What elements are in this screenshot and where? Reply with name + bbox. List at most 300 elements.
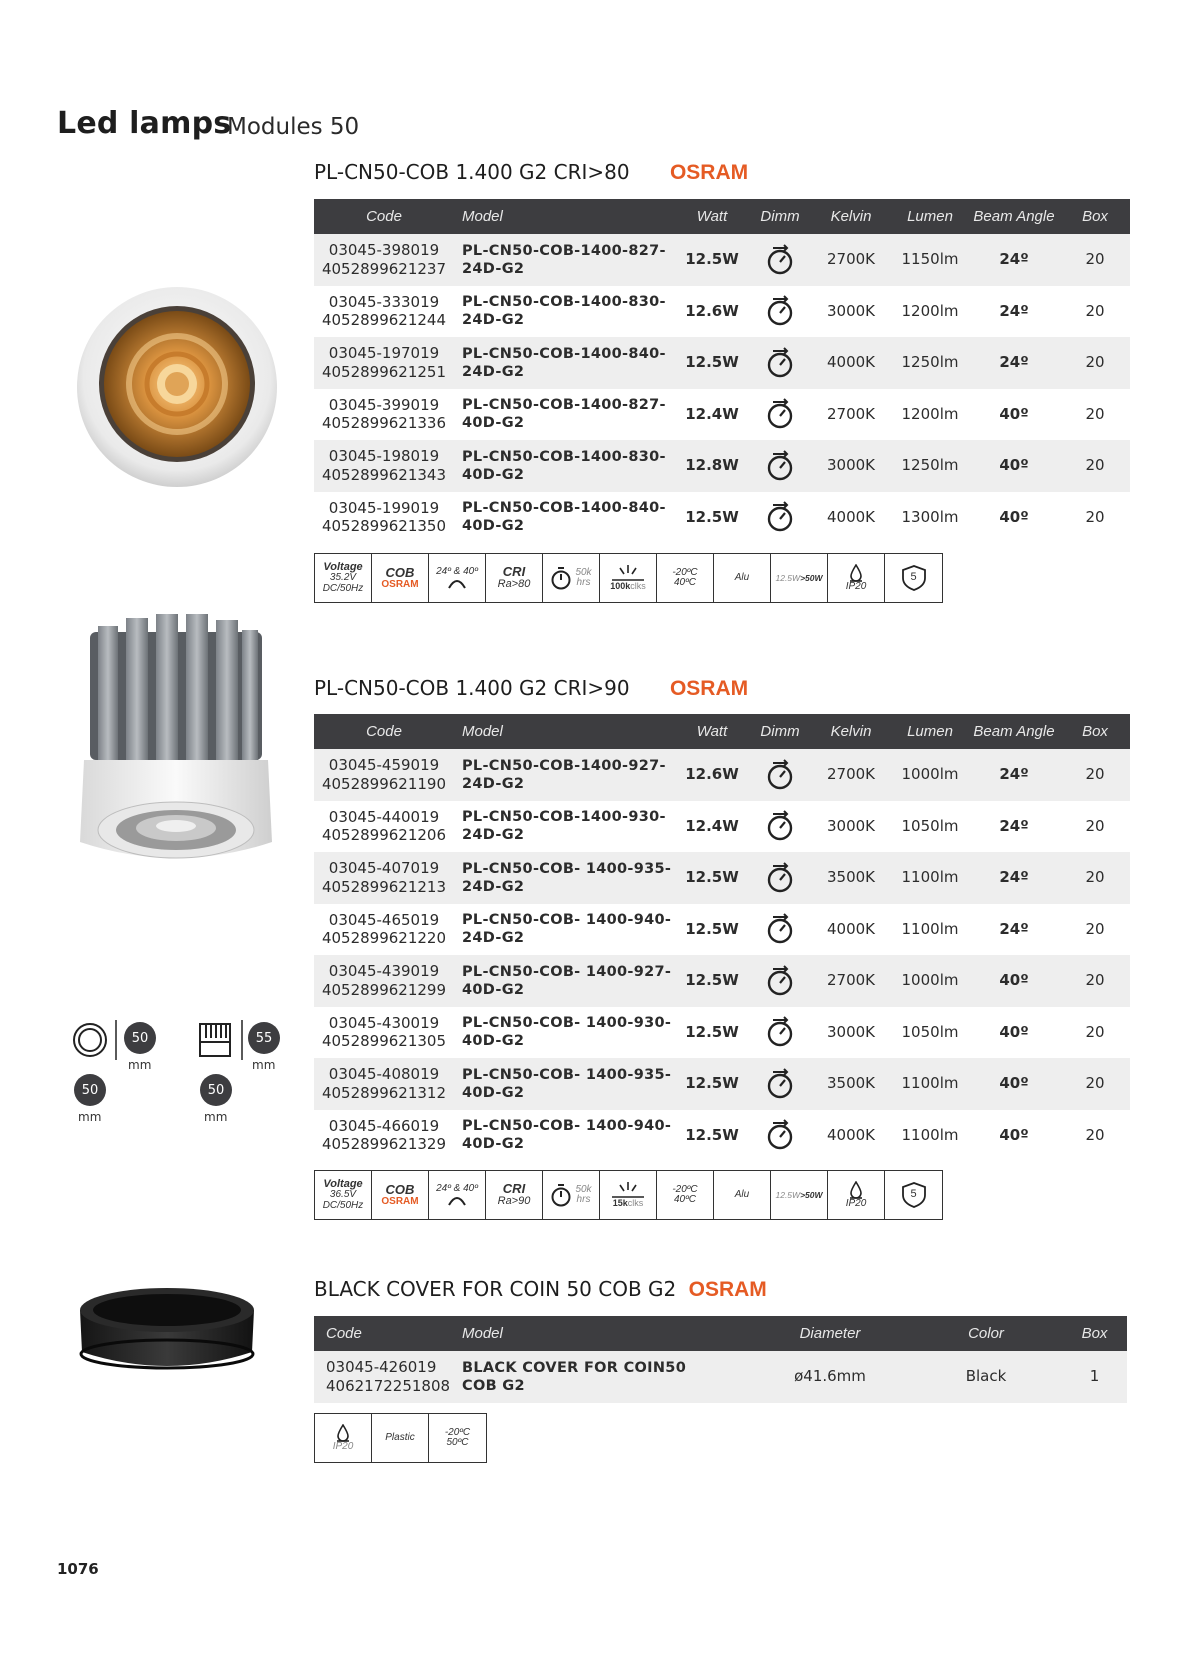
model-line1: PL-CN50-COB-1400-830-	[462, 294, 666, 311]
row-beam-angle: 24º	[968, 234, 1060, 286]
voltage-cell	[315, 1171, 372, 1219]
header-color: Color	[910, 1316, 1062, 1351]
section2-table	[314, 714, 1130, 1161]
row-beam-angle: 40º	[968, 955, 1060, 1007]
model-line1: PL-CN50-COB-1400-840-	[462, 345, 666, 362]
switching-cycles-icon	[610, 1181, 646, 1199]
drop-icon	[849, 1181, 863, 1199]
row-kelvin: 4000K	[810, 492, 892, 544]
row-model	[454, 955, 674, 1007]
cob-brand-text: OSRAM	[381, 578, 419, 590]
row-beam-angle: 40º	[968, 492, 1060, 544]
header-code: Code	[314, 199, 454, 234]
table-row	[314, 337, 1130, 389]
row-code	[314, 904, 454, 956]
material-cell	[714, 554, 771, 602]
row-kelvin: 3000K	[810, 286, 892, 338]
model-line2: 24D-G2	[462, 930, 525, 947]
table-row	[314, 1110, 1130, 1162]
header-model: Model	[454, 1316, 750, 1351]
row-kelvin: 3000K	[810, 440, 892, 492]
section3-table	[314, 1316, 1127, 1403]
ean-value: 4052899621312	[321, 1083, 447, 1102]
row-beam-angle: 40º	[968, 440, 1060, 492]
equiv-watt: 12.5W	[775, 1189, 801, 1200]
dimmable-icon	[765, 501, 795, 533]
temp-high-text: 40ºC	[674, 1194, 696, 1205]
row-box: 20	[1060, 492, 1130, 544]
header-beam-angle: Beam Angle	[968, 199, 1060, 234]
table-row	[314, 1351, 1127, 1403]
table-row	[314, 234, 1130, 286]
row-watt: 12.5W	[674, 492, 750, 544]
row-kelvin: 3000K	[810, 1007, 892, 1059]
temperature-cell	[429, 1414, 486, 1462]
ean-value: 4052899621336	[321, 414, 447, 433]
section1-title	[314, 160, 748, 185]
section2-title	[314, 676, 748, 701]
row-model	[454, 1351, 750, 1403]
model-line2: 24D-G2	[462, 363, 525, 380]
table-row	[314, 749, 1130, 801]
row-dimm	[750, 389, 810, 441]
switching-cell	[600, 554, 657, 602]
row-lumen: 1050lm	[892, 1007, 968, 1059]
row-dimm	[750, 1058, 810, 1110]
model-line1: PL-CN50-COB- 1400-935-	[462, 860, 672, 877]
row-model	[454, 749, 674, 801]
section1-table	[314, 199, 1130, 543]
row-model	[454, 801, 674, 853]
front-width-unit: mm	[78, 1110, 102, 1124]
code-value: 03045-430019	[328, 1013, 440, 1032]
row-dimm	[750, 749, 810, 801]
table-row	[314, 801, 1130, 853]
code-value: 03045-466019	[328, 1116, 440, 1135]
row-kelvin: 2700K	[810, 234, 892, 286]
temp-low-text: -20ºC	[672, 1183, 698, 1195]
temp-high-text: 50ºC	[446, 1437, 469, 1448]
row-kelvin: 2700K	[810, 389, 892, 441]
material-text: Alu	[734, 571, 750, 583]
row-box: 20	[1060, 440, 1130, 492]
model-line1: PL-CN50-COB- 1400-940-	[462, 1118, 672, 1135]
voltage-freq: DC/50Hz	[322, 582, 364, 594]
header-lumen: Lumen	[892, 199, 968, 234]
cob-text: COB	[385, 1181, 415, 1197]
row-lumen: 1150lm	[892, 234, 968, 286]
row-watt: 12.8W	[674, 440, 750, 492]
header-code: Code	[314, 1316, 454, 1351]
equivalence-cell	[771, 554, 828, 602]
code-value: 03045-408019	[328, 1065, 440, 1083]
switching-value: 100k	[610, 581, 631, 592]
code-value: 03045-426019	[326, 1358, 437, 1376]
lifetime-cell	[543, 1171, 600, 1219]
warranty-years: 5	[910, 571, 917, 584]
beam-text: 24º & 40º	[436, 1182, 478, 1194]
model-line1: PL-CN50-COB-1400-930-	[462, 809, 666, 826]
ip-text: IP20	[845, 580, 867, 592]
cri-cell	[486, 1171, 543, 1219]
row-kelvin: 3000K	[810, 801, 892, 853]
row-dimm	[750, 234, 810, 286]
ip-text: IP20	[845, 1197, 867, 1209]
row-beam-angle: 40º	[968, 1058, 1060, 1110]
ean-value: 4052899621343	[321, 465, 447, 484]
side-height-badge: 55	[248, 1022, 280, 1054]
row-code	[314, 852, 454, 904]
code-value: 03045-398019	[328, 241, 440, 259]
row-lumen: 1100lm	[892, 852, 968, 904]
row-watt: 12.5W	[674, 234, 750, 286]
row-box: 20	[1060, 389, 1130, 441]
equiv-arrow-icon: >	[800, 572, 806, 583]
ip-text: IP20	[332, 1440, 354, 1452]
row-lumen: 1250lm	[892, 337, 968, 389]
model-line2: 40D-G2	[462, 518, 525, 535]
equiv-watt: 12.5W	[775, 572, 801, 583]
code-value: 03045-407019	[328, 859, 440, 877]
header-lumen: Lumen	[892, 714, 968, 749]
row-code	[314, 234, 454, 286]
ean-value: 4052899621305	[321, 1032, 447, 1051]
voltage-label: Voltage	[323, 1177, 363, 1190]
table-row	[314, 1058, 1130, 1110]
row-beam-angle: 40º	[968, 1110, 1060, 1162]
section3-title-text: BLACK COVER FOR COIN 50 COB G2	[314, 1277, 677, 1301]
material-text: Plastic	[385, 1431, 415, 1443]
dimmable-icon	[765, 913, 795, 945]
cob-cell	[372, 1171, 429, 1219]
row-box: 20	[1060, 234, 1130, 286]
model-line1: BLACK COVER FOR COIN50	[462, 1359, 687, 1376]
row-lumen: 1300lm	[892, 492, 968, 544]
row-model	[454, 286, 674, 338]
code-value: 03045-439019	[328, 962, 440, 980]
code-value: 03045-199019	[328, 498, 440, 517]
switching-cell	[600, 1171, 657, 1219]
warranty-years: 5	[910, 1188, 917, 1201]
row-dimm	[750, 286, 810, 338]
temp-low-text: -20ºC	[444, 1426, 471, 1438]
row-dimm	[750, 852, 810, 904]
code-value: 03045-465019	[328, 910, 440, 929]
equiv-halogen: 50W	[805, 572, 823, 583]
row-box: 20	[1060, 852, 1130, 904]
code-value: 03045-198019	[328, 447, 440, 465]
row-code	[314, 1058, 454, 1110]
row-lumen: 1000lm	[892, 955, 968, 1007]
row-code	[314, 389, 454, 441]
row-box: 20	[1060, 749, 1130, 801]
stopwatch-icon	[550, 1183, 572, 1207]
ean-value: 4062172251808	[326, 1376, 451, 1395]
beam-text: 24º & 40º	[436, 565, 478, 577]
lifetime-unit: hrs	[576, 577, 591, 588]
switching-cycles-icon	[610, 564, 646, 582]
warranty-cell	[885, 1171, 942, 1219]
equiv-arrow-icon: >	[800, 1189, 806, 1200]
row-model	[454, 852, 674, 904]
code-value: 03045-399019	[328, 395, 440, 414]
row-kelvin: 3500K	[810, 1058, 892, 1110]
header-code: Code	[314, 714, 454, 749]
header-diameter: Diameter	[750, 1316, 910, 1351]
page-number: 1076	[57, 1560, 99, 1578]
side-width-badge: 50	[200, 1074, 232, 1106]
stopwatch-icon	[550, 566, 572, 590]
equivalence-cell	[771, 1171, 828, 1219]
table-row	[314, 904, 1130, 956]
row-watt: 12.4W	[674, 389, 750, 441]
model-line2: 24D-G2	[462, 260, 525, 277]
side-height-unit: mm	[252, 1058, 276, 1072]
row-watt: 12.5W	[674, 1058, 750, 1110]
model-line2: COB G2	[462, 1377, 525, 1394]
code-value: 03045-197019	[328, 344, 440, 362]
dimmable-icon	[765, 1119, 795, 1151]
beam-cell	[429, 1171, 486, 1219]
row-lumen: 1100lm	[892, 1058, 968, 1110]
dimension-side	[198, 1020, 298, 1124]
side-dim-line	[240, 1020, 244, 1060]
section1-brand: OSRAM	[669, 161, 749, 184]
table-row	[314, 852, 1130, 904]
row-watt: 12.5W	[674, 337, 750, 389]
header-model: Model	[454, 714, 674, 749]
temperature-cell	[657, 1171, 714, 1219]
model-line1: PL-CN50-COB-1400-827-	[462, 242, 666, 259]
row-kelvin: 4000K	[810, 904, 892, 956]
row-model	[454, 234, 674, 286]
front-dim-line	[114, 1020, 118, 1060]
beam-cell	[429, 554, 486, 602]
ean-value: 4052899621206	[321, 826, 447, 845]
row-code	[314, 1007, 454, 1059]
row-model	[454, 337, 674, 389]
ean-value: 4052899621244	[321, 311, 447, 330]
temp-low-text: -20ºC	[672, 566, 698, 578]
header-box: Box	[1060, 714, 1130, 749]
material-cell	[714, 1171, 771, 1219]
row-dimm	[750, 1007, 810, 1059]
drop-icon	[336, 1424, 350, 1442]
row-code	[314, 1110, 454, 1162]
table-row	[314, 286, 1130, 338]
ean-value: 4052899621213	[321, 877, 447, 896]
row-beam-angle: 24º	[968, 749, 1060, 801]
dimmable-icon	[765, 244, 795, 276]
side-width-unit: mm	[204, 1110, 228, 1124]
page-subtitle: Modules 50	[227, 114, 360, 140]
switching-value: 15k	[612, 1198, 628, 1209]
lifetime-value: 50k	[575, 566, 592, 578]
header-dimm: Dimm	[750, 199, 810, 234]
row-beam-angle: 24º	[968, 286, 1060, 338]
row-watt: 12.5W	[674, 904, 750, 956]
ip-rating-cell	[315, 1414, 372, 1462]
model-line1: PL-CN50-COB- 1400-930-	[462, 1015, 672, 1032]
row-code	[314, 286, 454, 338]
row-lumen: 1050lm	[892, 801, 968, 853]
row-color: Black	[910, 1351, 1062, 1403]
row-kelvin: 2700K	[810, 955, 892, 1007]
model-line2: 24D-G2	[462, 775, 525, 792]
section2-feature-icons	[314, 1170, 943, 1220]
row-beam-angle: 24º	[968, 852, 1060, 904]
black-cover-image	[72, 1282, 262, 1382]
row-watt: 12.6W	[674, 749, 750, 801]
model-line2: 40D-G2	[462, 981, 525, 998]
model-line2: 24D-G2	[462, 827, 525, 844]
row-watt: 12.5W	[674, 955, 750, 1007]
row-model	[454, 1058, 674, 1110]
row-lumen: 1250lm	[892, 440, 968, 492]
material-text: Alu	[734, 1188, 750, 1200]
model-line1: PL-CN50-COB-1400-927-	[462, 757, 666, 774]
row-watt: 12.5W	[674, 1110, 750, 1162]
row-kelvin: 2700K	[810, 749, 892, 801]
front-diameter-badge: 50	[124, 1022, 156, 1054]
warranty-cell	[885, 554, 942, 602]
row-dimm	[750, 904, 810, 956]
dimmable-icon	[765, 862, 795, 894]
ean-value: 4052899621251	[321, 362, 447, 381]
row-code	[314, 749, 454, 801]
row-dimm	[750, 955, 810, 1007]
beam-arc-icon	[447, 577, 467, 589]
row-model	[454, 904, 674, 956]
lifetime-cell	[543, 554, 600, 602]
code-value: 03045-440019	[328, 807, 440, 826]
row-box: 1	[1062, 1351, 1127, 1403]
side-view-diagram-icon	[198, 1022, 232, 1058]
row-box: 20	[1060, 1058, 1130, 1110]
row-box: 20	[1060, 801, 1130, 853]
header-box: Box	[1060, 199, 1130, 234]
cri-label: CRI	[502, 1181, 526, 1197]
front-diameter-unit: mm	[128, 1058, 152, 1072]
ean-value: 4052899621350	[321, 517, 447, 536]
row-lumen: 1000lm	[892, 749, 968, 801]
temperature-cell	[657, 554, 714, 602]
cob-text: COB	[385, 564, 415, 580]
row-box: 20	[1060, 955, 1130, 1007]
header-dimm: Dimm	[750, 714, 810, 749]
row-beam-angle: 40º	[968, 1007, 1060, 1059]
row-code	[314, 337, 454, 389]
row-lumen: 1100lm	[892, 904, 968, 956]
row-box: 20	[1060, 337, 1130, 389]
header-model: Model	[454, 199, 674, 234]
cri-value: Ra>80	[497, 578, 531, 591]
switching-unit: clks	[630, 581, 646, 592]
model-line1: PL-CN50-COB- 1400-927-	[462, 963, 672, 980]
row-kelvin: 4000K	[810, 1110, 892, 1162]
ip-rating-cell	[828, 554, 885, 602]
row-beam-angle: 24º	[968, 801, 1060, 853]
model-line2: 24D-G2	[462, 312, 525, 329]
model-line1: PL-CN50-COB- 1400-935-	[462, 1066, 672, 1083]
row-box: 20	[1060, 286, 1130, 338]
row-dimm	[750, 801, 810, 853]
dimmable-icon	[765, 450, 795, 482]
row-watt: 12.5W	[674, 1007, 750, 1059]
voltage-cell	[315, 554, 372, 602]
row-dimm	[750, 1110, 810, 1162]
voltage-value: 35.2V	[329, 572, 357, 584]
row-model	[454, 1007, 674, 1059]
section2-brand: OSRAM	[669, 677, 749, 700]
cri-label: CRI	[502, 564, 526, 580]
code-value: 03045-333019	[328, 292, 440, 311]
voltage-value: 36.5V	[329, 1189, 357, 1201]
model-line2: 40D-G2	[462, 1084, 525, 1101]
equiv-halogen: 50W	[805, 1189, 823, 1200]
dimmable-icon	[765, 295, 795, 327]
led-module-front-image	[72, 282, 282, 492]
cri-value: Ra>90	[497, 1195, 531, 1208]
section2-title-text: PL-CN50-COB 1.400 G2 CRI>90	[314, 676, 630, 700]
front-view-diagram-icon	[72, 1022, 108, 1058]
table-header-row	[314, 714, 1130, 749]
ean-value: 4052899621190	[321, 774, 447, 793]
switching-unit: clks	[627, 1198, 644, 1209]
header-watt: Watt	[674, 199, 750, 234]
section3-brand: OSRAM	[688, 1278, 767, 1301]
row-code	[314, 440, 454, 492]
row-box: 20	[1060, 904, 1130, 956]
row-code	[314, 801, 454, 853]
ean-value: 4052899621329	[321, 1135, 447, 1154]
row-beam-angle: 24º	[968, 904, 1060, 956]
dimension-front	[72, 1020, 172, 1124]
header-watt: Watt	[674, 714, 750, 749]
row-box: 20	[1060, 1110, 1130, 1162]
model-line2: 24D-G2	[462, 878, 525, 895]
led-module-side-image	[76, 612, 286, 880]
beam-arc-icon	[447, 1194, 467, 1206]
model-line2: 40D-G2	[462, 1136, 525, 1153]
row-model	[454, 492, 674, 544]
material-cell	[372, 1414, 429, 1462]
ip-rating-cell	[828, 1171, 885, 1219]
ean-value: 4052899621237	[321, 259, 447, 278]
lifetime-value: 50k	[575, 1183, 592, 1195]
front-width-badge: 50	[74, 1074, 106, 1106]
row-dimm	[750, 440, 810, 492]
row-dimm	[750, 492, 810, 544]
row-code	[314, 492, 454, 544]
row-dimm	[750, 337, 810, 389]
cob-brand-text: OSRAM	[381, 1195, 419, 1207]
table-row	[314, 955, 1130, 1007]
row-lumen: 1200lm	[892, 389, 968, 441]
voltage-freq: DC/50Hz	[322, 1199, 364, 1211]
row-lumen: 1200lm	[892, 286, 968, 338]
table-header-row	[314, 199, 1130, 234]
section3-title	[314, 1277, 767, 1302]
row-lumen: 1100lm	[892, 1110, 968, 1162]
table-row	[314, 440, 1130, 492]
ean-value: 4052899621220	[321, 929, 447, 948]
section3-feature-icons	[314, 1413, 487, 1463]
row-model	[454, 440, 674, 492]
row-diameter: ø41.6mm	[750, 1351, 910, 1403]
header-kelvin: Kelvin	[810, 199, 892, 234]
voltage-label: Voltage	[323, 560, 363, 573]
